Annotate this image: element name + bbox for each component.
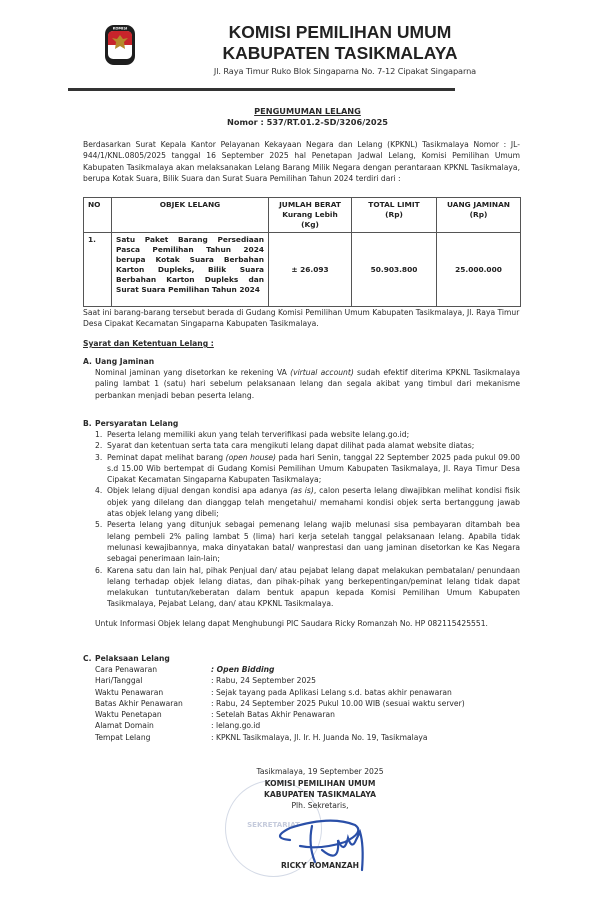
detail-key: Cara Penawaran [95, 665, 158, 674]
list-item-text: Syarat dan ketentuan serta tata cara mengikuti lelang dapat dilihat pada alamat website diatas; [107, 441, 475, 451]
list-item-text [107, 452, 520, 486]
detail-key: Tempat Lelang [95, 732, 151, 742]
section-a-text-after: sudah efektif diterima KPKNL Tasikmalaya paling lambat 1 (satu) hari sebelum pelaksanaan lelang dan segala akibat yang timbul dari mekanisme perbankan menjadi beban peserta lelang. [95, 368, 520, 400]
header-limit [352, 198, 437, 233]
list-item [95, 565, 520, 610]
detail-row-waktu-penawaran [95, 687, 525, 698]
header-jaminan-label-1: UANG JAMINAN [447, 200, 510, 209]
header-berat-label-1: JUMLAH BERAT [279, 200, 341, 209]
header-berat-label-2: Kurang Lebih (Kg) [282, 210, 338, 229]
header-limit-label-2: (Rp) [385, 210, 403, 219]
org-title-line1: KOMISI PEMILIHAN UMUM [228, 22, 452, 42]
section-a-text [95, 367, 520, 401]
org-address: Jl. Raya Timur Ruko Blok Singaparna No. 7-12 Cipakat Singaparna [213, 66, 477, 76]
detail-key: Waktu Penetapan [95, 710, 162, 720]
section-c-title: Pelaksaan Lelang [95, 654, 170, 663]
header-objek [112, 198, 269, 233]
header-limit-label-1: TOTAL LIMIT [368, 200, 420, 209]
section-b-title: Persyaratan Lelang [95, 419, 179, 428]
detail-key: Batas Akhir Penawaran [95, 698, 183, 708]
detail-row-hari-tanggal [95, 675, 525, 686]
header-no-label: NO [88, 200, 101, 209]
header-no [84, 198, 112, 233]
detail-row-tempat-lelang [95, 732, 525, 743]
list-item [95, 429, 520, 440]
cell-no: 1. [84, 233, 112, 307]
detail-value: : Rabu, 24 September 2025 [211, 676, 316, 686]
section-c-label: C. [83, 654, 92, 663]
section-a-text-italic: (virtual account) [290, 368, 354, 377]
section-a-label: A. [83, 357, 92, 366]
list-item-text-post: , calon peserta lelang diwajibkan melihat kondisi fisik objek yang dilelang dan dianggap telah mengetahui/ memahami kondisi objek serta bertanggung jawab atas objek lelang yang dibeli; [107, 486, 520, 519]
header-jaminan [437, 198, 521, 233]
signature-place-date: Tasikmalaya, 19 September 2025 [256, 767, 384, 776]
detail-value: : Open Bidding [211, 665, 275, 674]
signatory-name: RICKY ROMANZAH [280, 861, 360, 870]
section-c-details [95, 664, 525, 743]
detail-value: : KPKNL Tasikmalaya, Jl. Ir. H. Juanda No. 19, Tasikmalaya [211, 732, 428, 742]
list-item-text: Peserta lelang yang ditunjuk sebagai pemenang lelang wajib melunasi sisa pembayaran ditambah bea lelang pembeli 2% paling lambat 5 (lima) hari kerja setelah tanggal pelaksanaan lelang. Apabila tidak melunasi kewajibannya, maka dinyatakan batal/ wanprestasi dan uang jaminan disetorkan ke Kas Negara sebagai penerimaan lain-lain; [107, 520, 520, 564]
detail-value: : Rabu, 24 September 2025 Pukul 10.00 WIB (sesuai waktu server) [211, 698, 465, 708]
terms-heading: Syarat dan Ketentuan Lelang : [83, 339, 214, 348]
list-item-text: Peserta lelang memiliki akun yang telah terverifikasi pada website lelang.go.id; [107, 430, 410, 439]
list-item-text-post: pada hari Senin, tanggal 22 September 2025 pada pukul 09.00 s.d 15.00 Wib bertempat di Gudang Komisi Pemilihan Umum Kabupaten Tasikmalaya, Jl. Raya Timur Desa Cipakat Kecamatan Singaparna Kabupaten Tasikmalaya; [107, 452, 520, 485]
list-item [95, 485, 520, 519]
list-item-text [107, 485, 520, 519]
detail-row-cara-penawaran [95, 664, 525, 675]
list-item-text: Karena satu dan lain hal, pihak Penjual dan/ atau pejabat lelang dapat melakukan pembatalan/ penundaan lelang terhadap objek lelang diatas, dan pihak-pihak yang berkepentingan/peminat lelang tidak dapat melakukan tuntutan/keberatan dalam bentuk apapun kepada Komisi Pemilihan Umum Kabupaten Tasikmalaya, Pejabat Lelang, dan/ atau KPKNL Tasikmalaya. [107, 565, 520, 609]
location-paragraph: Saat ini barang-barang tersebut berada di Gudang Komisi Pemilihan Umum Kabupaten Tasikmalaya, Jl. Raya Timur Desa Cipakat Kecamatan Singaparna Kabupaten Tasikmalaya. [83, 308, 520, 329]
header-objek-label: OBJEK LELANG [159, 200, 221, 209]
cell-berat: ± 26.093 [269, 233, 352, 307]
section-b-label: B. [83, 419, 92, 428]
intro-paragraph: Berdasarkan Surat Kepala Kantor Pelayanan Kekayaan Negara dan Lelang (KPKNL) Tasikmalaya Nomor : JL-944/1/KNL.0805/2025 tanggal 16 September 2025 hal Penetapan Jadwal Lelang, Komisi Pemilihan Umum Kabupaten Tasikmalaya akan melaksanakan Lelang Barang Milik Negara dengan perantaraan KPKNL Tasikmalaya, berupa Kotak Suara, Bilik Suara dan Surat Suara Pemilihan Tahun 2024 terdiri dari : [83, 140, 520, 183]
detail-value: : Sejak tayang pada Aplikasi Lelang s.d. batas akhir penawaran [211, 687, 452, 697]
header-jaminan-label-2: (Rp) [469, 210, 488, 219]
list-item-number: 6. [95, 565, 103, 575]
kpu-logo [104, 24, 136, 66]
auction-items-table [83, 197, 521, 307]
list-item [95, 452, 520, 486]
signature-block [220, 760, 420, 910]
table-header-row [84, 198, 521, 233]
detail-row-waktu-penetapan [95, 709, 525, 720]
detail-key: Hari/Tanggal [95, 676, 143, 686]
list-item-text-italic: (as is) [290, 486, 314, 496]
svg-text:KOMISI: KOMISI [112, 26, 128, 31]
letterhead-rule-full [68, 88, 455, 91]
list-item-number: 2. [95, 441, 103, 451]
list-item [95, 440, 520, 451]
header-berat [269, 198, 352, 233]
list-item-text-pre: Objek lelang dijual dengan kondisi apa adanya [107, 486, 291, 496]
kpu-emblem-icon [104, 24, 136, 66]
cell-limit: 50.903.800 [352, 233, 437, 307]
list-item-number: 4. [95, 486, 103, 496]
detail-key: Waktu Penawaran [95, 687, 164, 697]
announcement-number: Nomor : 537/RT.01.2-SD/3206/2025 [227, 117, 388, 127]
announcement-title: PENGUMUMAN LELANG [254, 106, 361, 116]
section-b-list [95, 429, 520, 610]
signature-role: Plh. Sekretaris, [291, 801, 349, 810]
signature-org-line2: KABUPATEN TASIKMALAYA [264, 790, 376, 799]
section-a-text-before: Nominal jaminan yang disetorkan ke rekening VA [95, 368, 291, 377]
signature-org-line1: KOMISI PEMILIHAN UMUM [264, 779, 376, 788]
letterhead [0, 0, 615, 100]
detail-key: Alamat Domain [95, 721, 154, 731]
table-row [84, 233, 521, 307]
list-item-number: 3. [95, 452, 103, 462]
cell-objek: Satu Paket Barang Persediaan Pasca Pemilihan Tahun 2024 berupa Kotak Suara Berbahan Karton Dupleks, Bilik Suara Berbahan Karton Dupleks dan Surat Suara Pemilihan Tahun 2024 [112, 233, 269, 307]
detail-row-alamat-domain [95, 720, 525, 731]
contact-info: Untuk Informasi Objek lelang dapat Menghubungi PIC Saudara Ricky Romanzah No. HP 082115425551. [95, 619, 488, 628]
list-item-number: 5. [95, 520, 103, 530]
list-item-text-pre: Peminat dapat melihat barang [107, 452, 226, 462]
detail-row-batas-akhir [95, 698, 525, 709]
list-item [95, 519, 520, 564]
detail-value: : lelang.go.id [211, 721, 261, 731]
section-a-title: Uang Jaminan [95, 357, 155, 366]
list-item-text-italic: (open house) [225, 452, 276, 462]
cell-jaminan: 25.000.000 [437, 233, 521, 307]
detail-value: : Setelah Batas Akhir Penawaran [211, 710, 335, 720]
list-item-number: 1. [95, 430, 103, 439]
org-title-line2: KABUPATEN TASIKMALAYA [222, 43, 458, 63]
stamp-text: SEKRETARIAT [247, 821, 300, 829]
